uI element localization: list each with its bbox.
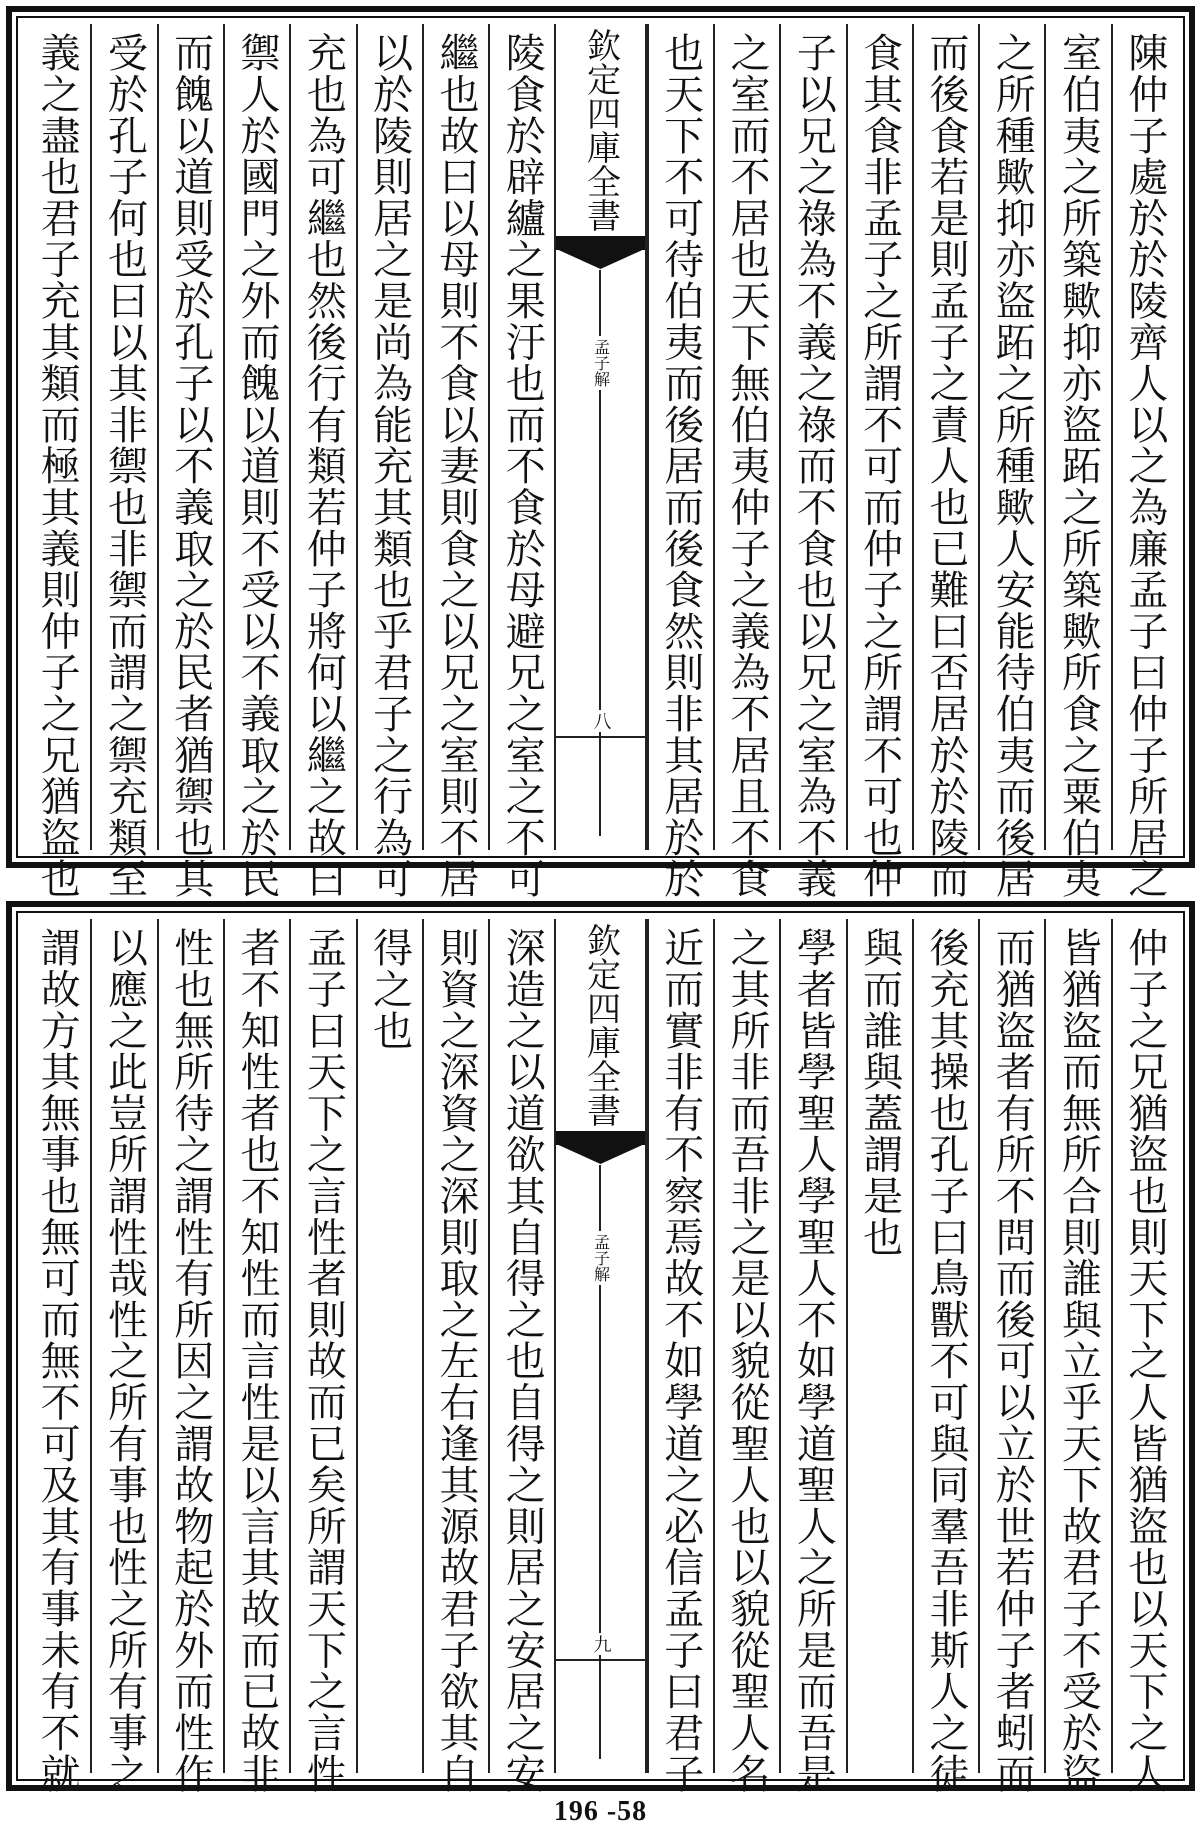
text-column <box>488 24 554 900</box>
column-text: 性也無所待之謂性有所因之謂故物起於外而性作 <box>167 927 214 1795</box>
text-column <box>912 24 978 900</box>
column-text: 以於陵則居之是尚為能充其類也乎君子之行為可 <box>366 32 413 900</box>
text-column <box>647 24 713 900</box>
column-text: 則資之深資之深則取之左右逢其源故君子欲其自 <box>432 927 479 1795</box>
text-column <box>289 919 355 1795</box>
text-column <box>356 24 422 900</box>
text-column <box>912 919 978 1795</box>
column-text: 與而誰與蓋謂是也 <box>856 927 903 1258</box>
band-subtitle: 孟子解 <box>556 1231 644 1285</box>
band-title: 欽定四庫全書 <box>580 923 621 1127</box>
text-column <box>223 919 289 1795</box>
column-text: 室伯夷之所築歟抑亦盜跖之所築歟所食之粟伯夷 <box>1055 32 1102 900</box>
text-column <box>1111 919 1177 1795</box>
band-subtitle: 孟子解 <box>556 336 644 390</box>
column-text: 之所種歟抑亦盜跖之所種歟人安能待伯夷而後居 <box>989 32 1036 900</box>
column-text: 學者皆學聖人學聖人不如學道聖人之所是而吾是 <box>790 927 837 1795</box>
text-column <box>157 24 223 900</box>
column-text: 繼也故曰以母則不食以妻則食之以兄之室則不居 <box>432 32 479 900</box>
column-text: 謂故方其無事也無可而無不可及其有事未有不就 <box>34 927 81 1795</box>
center-band <box>554 919 646 1773</box>
column-text: 之室而不居也天下無伯夷仲子之義為不居且不食 <box>724 32 771 900</box>
fish-tail-ornament <box>556 236 644 270</box>
text-column <box>422 919 488 1795</box>
column-text: 陵食於辟纑之果汙也而不食於母避兄之室之不可 <box>499 32 546 900</box>
column-text: 而猶盜者有所不問而後可以立於世若仲子者蚓而 <box>989 927 1036 1795</box>
text-column <box>24 24 90 900</box>
band-title: 欽定四庫全書 <box>580 28 621 232</box>
band-bottom-rule <box>556 1659 644 1661</box>
column-text: 後充其操也孔子曰鳥獸不可與同羣吾非斯人之徒 <box>922 927 969 1795</box>
text-frame-bottom <box>24 919 1177 1795</box>
text-column <box>1044 24 1110 900</box>
text-column <box>24 919 90 1795</box>
column-text: 也天下不可待伯夷而後居而後食然則非其居於於 <box>657 32 704 900</box>
text-column <box>978 919 1044 1795</box>
column-text: 孟子曰天下之言性者則故而已矣所謂天下之言性 <box>300 927 347 1795</box>
text-column <box>289 24 355 900</box>
text-column <box>90 919 156 1795</box>
text-column <box>488 919 554 1795</box>
text-column <box>157 919 223 1795</box>
text-column <box>978 24 1044 900</box>
column-text: 仲子之兄猶盜也則天下之人皆猶盜也以天下之人 <box>1121 927 1168 1795</box>
column-text: 義之盡也君子充其類而極其義則仲子之兄猶盜也 <box>34 32 81 900</box>
page-number-label: 196 -58 <box>553 1796 648 1827</box>
band-folio-number: 九 <box>556 1633 644 1655</box>
column-text: 食其食非孟子之所謂不可而仲子之所謂不可也仲 <box>856 32 903 900</box>
column-text: 而後食若是則孟子之責人也已難曰否居於於陵而 <box>922 32 969 900</box>
text-column <box>779 24 845 900</box>
fish-tail-ornament <box>556 1131 644 1165</box>
text-column <box>223 24 289 900</box>
column-text: 得之也 <box>366 927 413 1051</box>
text-column <box>1111 24 1177 900</box>
text-column <box>356 919 422 1773</box>
folio-page-top <box>6 6 1195 900</box>
band-folio-number: 八 <box>556 710 644 732</box>
text-column <box>90 24 156 900</box>
column-text: 者不知性者也不知性而言性是以言其故而已故非 <box>234 927 281 1795</box>
column-text: 充也為可繼也然後行有類若仲子將何以繼之故曰 <box>300 32 347 900</box>
column-text: 以應之此豈所謂性哉性之所有事也性之所有事之 <box>101 927 148 1795</box>
column-text: 陳仲子處於於陵齊人以之為廉孟子曰仲子所居之 <box>1121 32 1168 900</box>
text-column <box>647 919 713 1795</box>
column-text: 而餽以道則受於孔子以不義取之於民者猶禦也其 <box>167 32 214 900</box>
column-text: 深造之以道欲其自得之也自得之則居之安居之安 <box>499 927 546 1795</box>
column-text: 皆猶盜而無所合則誰與立乎天下故君子不受於盜 <box>1055 927 1102 1795</box>
text-column <box>846 919 912 1773</box>
band-bottom-rule <box>556 736 644 738</box>
text-column <box>779 919 845 1795</box>
column-text: 子以兄之祿為不義之祿而不食也以兄之室為不義 <box>790 32 837 900</box>
column-text: 之其所非而吾非之是以貌從聖人也以貌從聖人名 <box>724 927 771 1795</box>
text-column <box>846 24 912 900</box>
text-column <box>422 24 488 900</box>
center-band <box>554 24 646 850</box>
text-frame-top <box>24 24 1177 900</box>
column-text: 禦人於國門之外而餽以道則不受以不義取之於民 <box>234 32 281 900</box>
column-text: 近而實非有不察焉故不如學道之必信孟子曰君子 <box>657 927 704 1795</box>
text-column <box>713 24 779 900</box>
text-column <box>1044 919 1110 1795</box>
folio-page-bottom <box>6 901 1195 1795</box>
column-text: 受於孔子何也曰以其非禦也非禦而謂之禦充類至 <box>101 32 148 900</box>
text-column <box>713 919 779 1795</box>
